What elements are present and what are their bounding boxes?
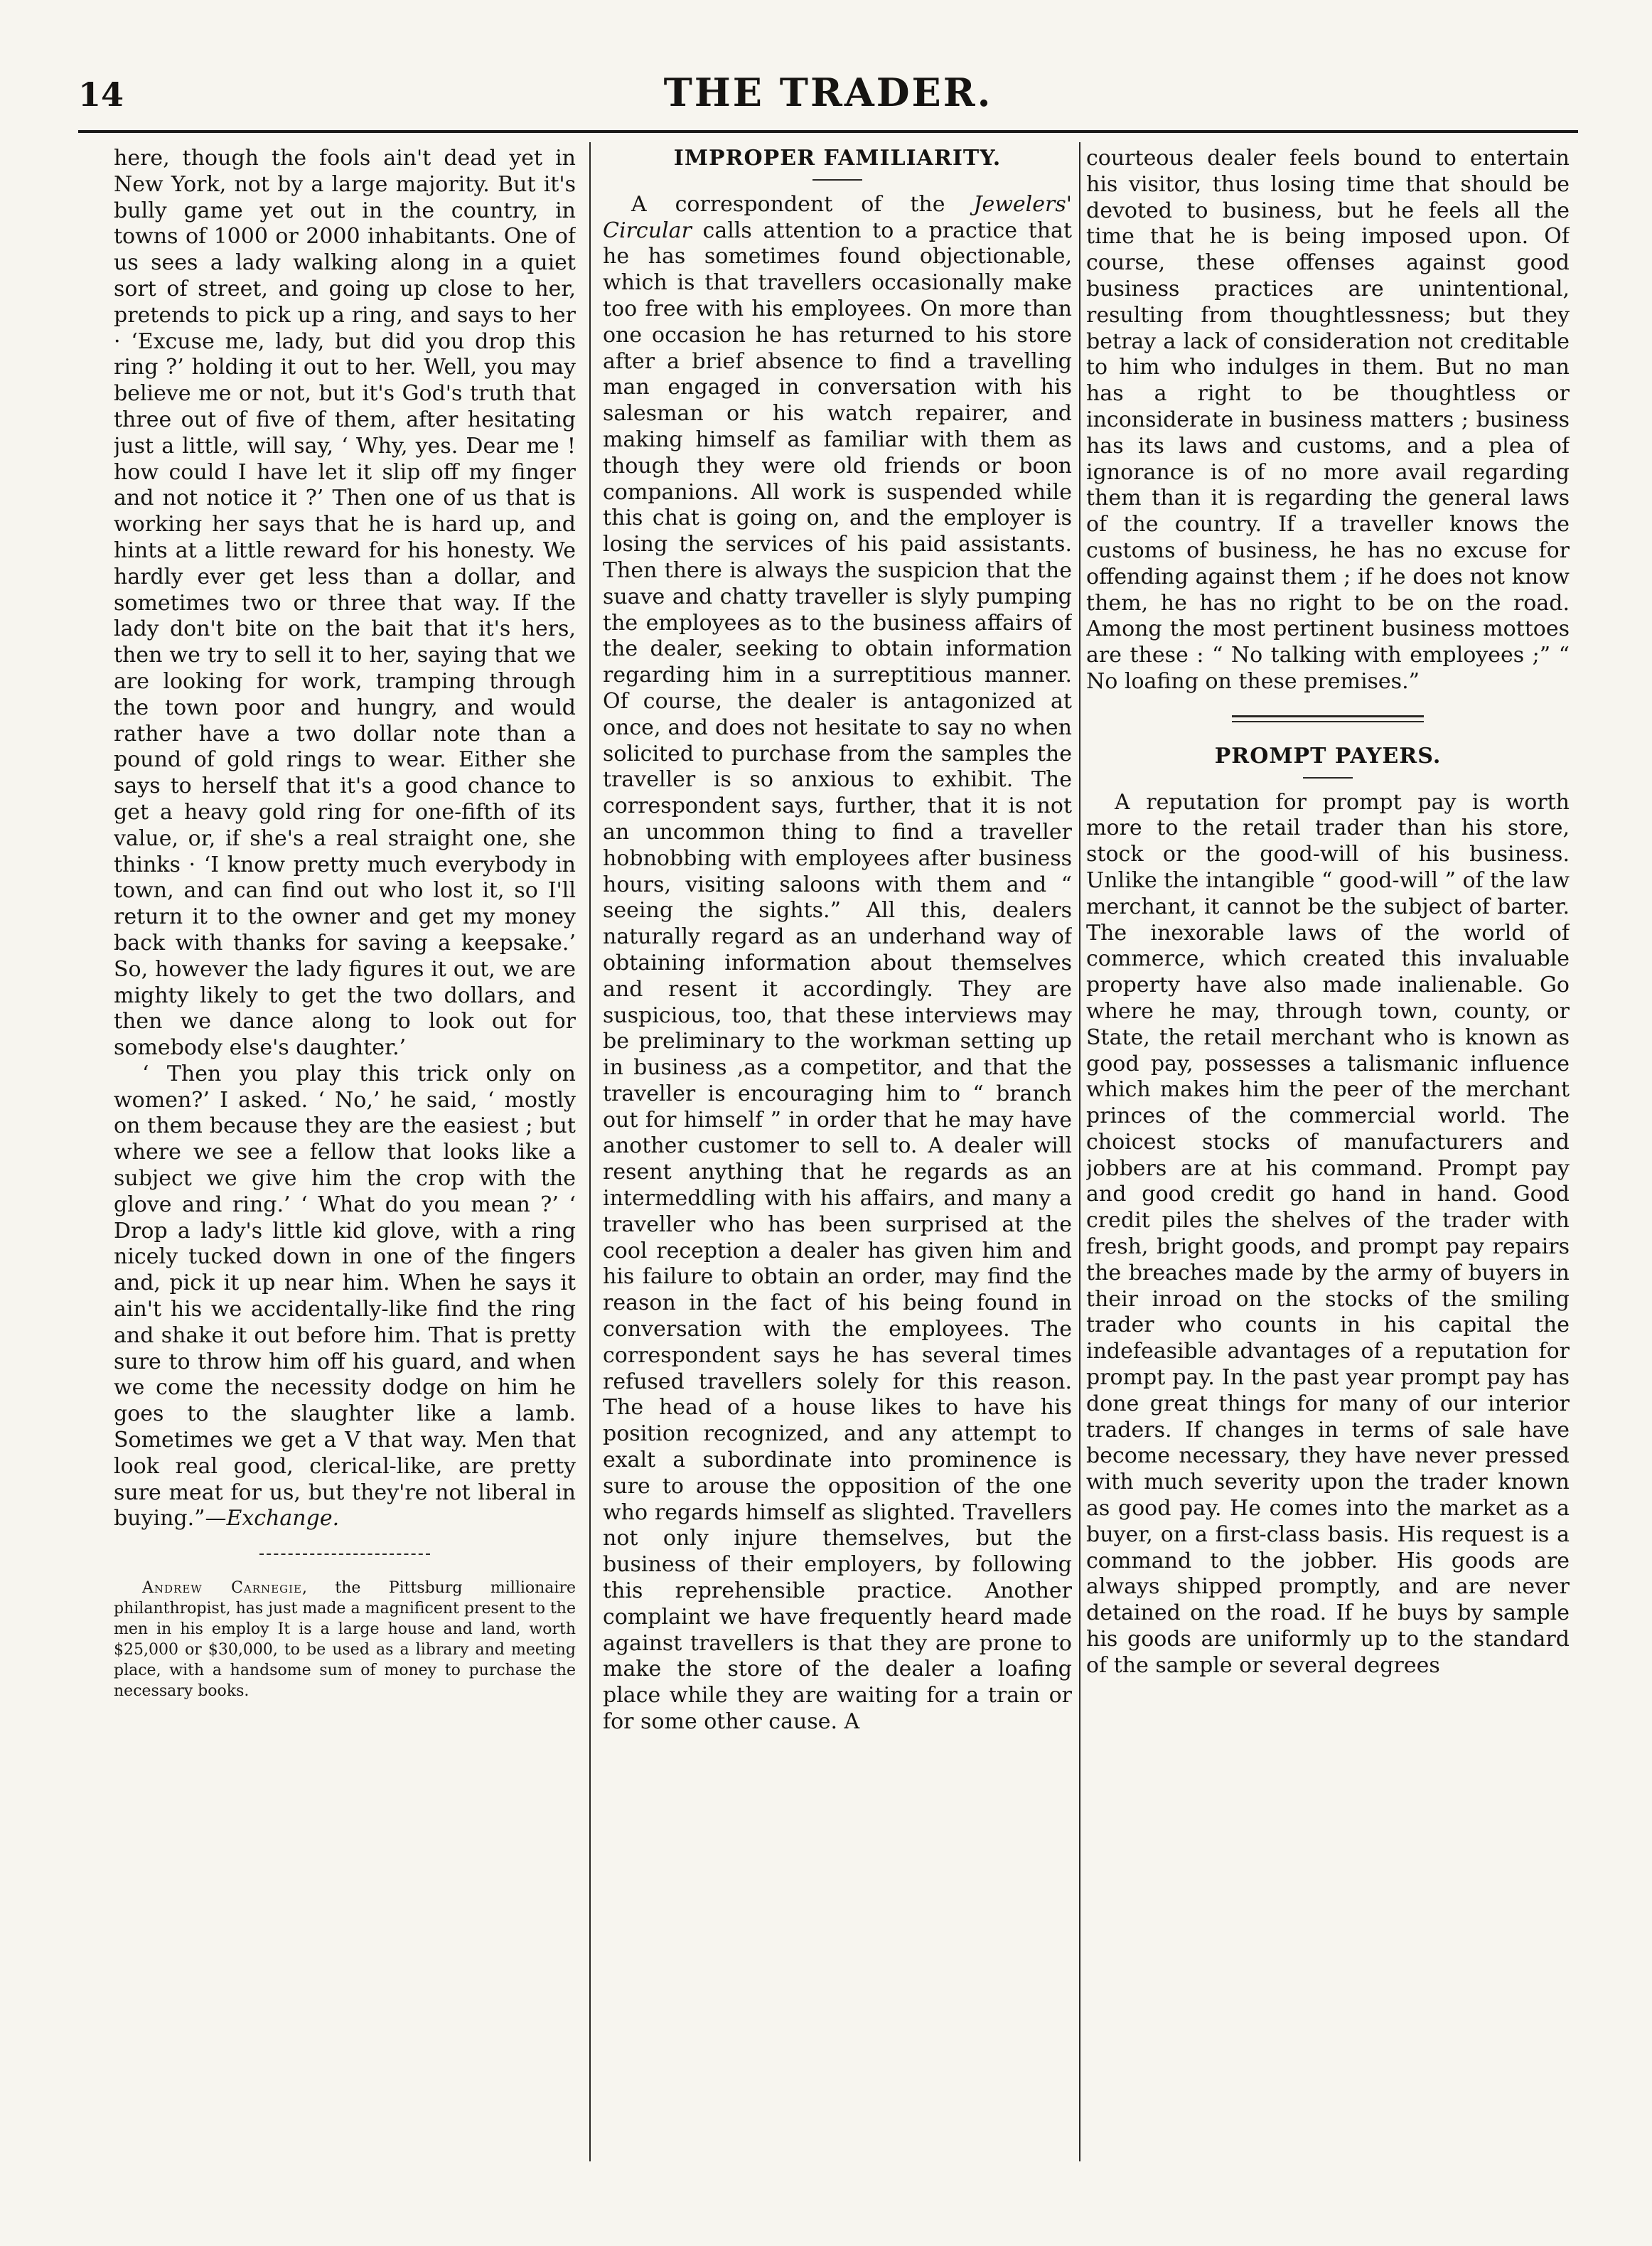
- masthead: [78, 70, 1578, 119]
- article-text: calls attention to a practice that he has sometimes found objectionable, which is that travellers occasionally make too free with his employees. On more than one occasion he has returned to his store after a brief absence to find a travelling man engaged in conversation with his salesman or his watch repairer, and making himself as familiar with them as though they were old friends or boon companions. All work is suspended while this chat is going on, and the employer is losing the services of his paid assistants. Then there is always the suspicion that the suave and chatty traveller is slyly pumping the employees as to the business affairs of the dealer, seeking to obtain information regarding him in a surreptitious manner. Of course, the dealer is antagonized at once, and does not hesitate to say no when solicited to purchase from the samples the traveller is so anxious to exhibit. The correspondent says, further, that it is not an uncommon thing to find a traveller hobnobbing with employees after business hours, visiting saloons with them and “ seeing the sights.” All this, dealers naturally regard as an underhand way of obtaining information about themselves and resent it accordingly. They are suspicious, too, that these interviews may be preliminary to the workman setting up in business ,as a competitor, and that the traveller is encouraging him to “ branch out for himself ” in order that he may have another customer to sell to. A dealer will resent anything that he regards as an intermeddling with his affairs, and many a traveller who has been surprised at the cool reception a dealer has given him and his failure to obtain an order, may find the reason in the fact of his being found in conversation with the employees. The correspondent says he has several times refused travellers solely for this reason. The head of a house likes to have his position recognized, and any attempt to exalt a subordinate into prominence is sure to arouse the opposition of the one who regards himself as slighted. Travellers not only injure themselves, but the business of their employers, by following this reprehensible practice. Another complaint we have frequently heard made against travellers is that they are prone to make the store of the dealer a loafing place while they are waiting for a train or for some other cause. A: [603, 218, 1072, 1735]
- section-separator: [1232, 715, 1424, 722]
- article-text: A correspondent of the: [631, 191, 974, 217]
- publication-name: Jewelers' Circular: [603, 191, 1072, 243]
- column-1: [114, 146, 576, 2158]
- section-separator: [259, 1554, 430, 1555]
- page-number: 14: [78, 75, 124, 114]
- article-byline: —Exchange.: [205, 1506, 340, 1531]
- article-text: ‘ Then you play this trick only on women?’ I asked. ‘ No,’ he said, ‘ mostly on them because they are the easiest ; but where we see a fellow that looks like a subject we give him the crop with the glove and ring.’ ‘ What do you mean ?’ ‘ Drop a lady's little kid glove, with a ring nicely tucked down in one of the fingers and, pick it up near him. When he says it ain't his we accidentally-like find the ring and shake it out before him. That is pretty sure to throw him off his guard, and when we come the necessity dodge on him he goes to the slaughter like a lamb. Sometimes we get a V that way. Men that look real good, clerical-like, are pretty sure meat for us, but they're not liberal in buying.”: [114, 1061, 576, 1531]
- article-continuation: courteous dealer feels bound to entertain his visitor, thus losing time that should be devoted to business, but he feels all the time that he is being imposed upon. Of course, these offenses against good business practices are unintentional, resulting from thoughtlessness; but they betray a lack of consideration not creditable to him who indulges in them. But no man has a right to be thoughtless or inconsiderate in business matters ; business has its laws and customs, and a plea of ignorance is of no more avail regarding them than it is regarding the general laws of the country. If a traveller knows the customs of business, he has no excuse for offending against them ; if he does not know them, he has no right to be on the road. Among the most pertinent business mottoes are these : “ No talking with employees ;” “ No loafing on these premises.”: [1086, 146, 1570, 694]
- note-text: , the Pittsburg millionaire philanthropist, has just made a magnificent present to the men in his employ It is a large house and land, worth $25,000 or $30,000, to be used as a library and meeting place, with a handsome sum of money to purchase the necessary books.: [114, 1579, 576, 1701]
- heading-rule: [1303, 777, 1353, 779]
- column-divider: [1079, 142, 1080, 2161]
- heading-rule: [812, 179, 862, 181]
- article-heading: PROMPT PAYERS.: [1214, 743, 1442, 769]
- article-paragraph: [603, 192, 1072, 1736]
- article-paragraph-closing: [114, 1061, 576, 1532]
- article-paragraph: here, though the fools ain't dead yet in New York, not by a large majority. But it's bully game yet out in the country, in towns of 1000 or 2000 inhabitants. One of us sees a lady walking along in a quiet sort of street, and going up close to her, pretends to pick up a ring, and says to her · ‘Excuse me, lady, but did you drop this ring ?’ holding it out to her. Well, you may believe me or not, but it's God's truth that three out of five of them, after hesitating just a little, will say, ‘ Why, yes. Dear me ! how could I have let it slip off my finger and not notice it ?’ Then one of us that is working her says that he is hard up, and hints at a little reward for his honesty. We hardly ever get less than a dollar, and sometimes two or three that way. If the lady don't bite on the bait that it's hers, then we try to sell it to her, saying that we are looking for work, tramping through the town poor and hungry, and would rather have a two dollar note than a pound of gold rings to wear. Either she says to herself that it's a good chance to get a heavy gold ring for one-fifth of its value, or, if she's a real straight one, she thinks · ‘I know pretty much everybody in town, and can find out who lost it, so I'll return it to the owner and get my money back with thanks for saving a keepsake.’ So, however the lady figures it out, we are mighty likely to get the two dollars, and then we dance along to look out for somebody else's daughter.’: [114, 146, 576, 1061]
- article-heading: IMPROPER FAMILIARITY.: [673, 146, 1002, 171]
- column-divider: [589, 142, 591, 2161]
- news-note: [114, 1578, 576, 1701]
- note-subject: Andrew Carnegie: [142, 1579, 302, 1598]
- column-3: [1086, 146, 1570, 2158]
- article-paragraph: A reputation for prompt pay is worth more to the retail trader than his store, stock or the good-will of his business. Unlike the intangible “ good-will ” of the law merchant, it cannot be the subject of barter. The inexorable laws of the world of commerce, which created this invaluable property have also made inalienable. Go where he may, through town, county, or State, the retail merchant who is known as good pay, possesses a talismanic influence which makes him the peer of the merchant princes of the commercial world. The choicest stocks of manufacturers and jobbers are at his command. Prompt pay and good credit go hand in hand. Good credit piles the shelves of the trader with fresh, bright goods, and prompt pay repairs the breaches made by the army of buyers in their inroad on the stocks of the smiling trader who counts in his capital the indefeasible advantages of a reputation for prompt pay. In the past year prompt pay has done great things for many of our interior traders. If changes in terms of sale have become necessary, they have never pressed with much severity upon the trader known as good pay. He comes into the market as a buyer, on a first-class basis. His request is a command to the jobber. His goods are always shipped promptly, and are never detained on the road. If he buys by sample his goods are uniformly up to the standard of the sample or several degrees: [1086, 789, 1570, 1678]
- header-rule: [78, 130, 1578, 133]
- newspaper-title: THE TRADER.: [663, 70, 993, 115]
- column-2: [603, 146, 1072, 2158]
